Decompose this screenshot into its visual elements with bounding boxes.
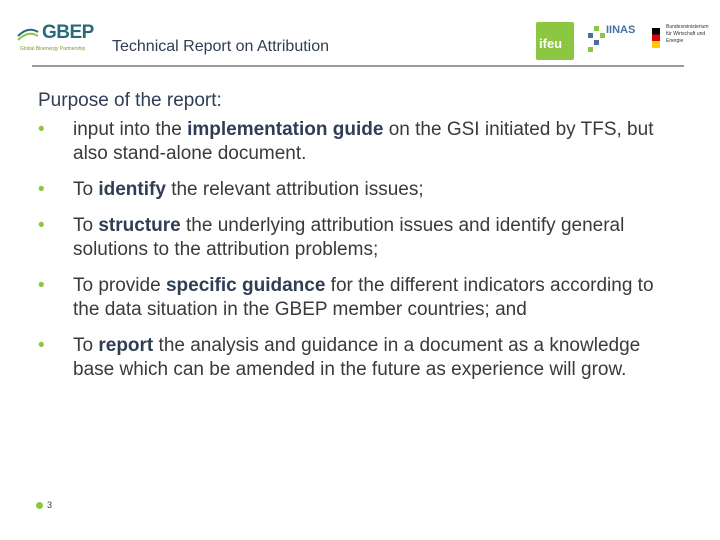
bullet-icon: • [38,335,45,356]
header-title: Technical Report on Attribution [112,38,330,55]
bullet-icon: • [38,215,45,236]
page-dot-icon [36,502,43,509]
bmwi-logo [650,22,710,60]
iinas-grid-icon [584,26,606,56]
page-number-text: 3 [47,500,53,510]
bmwi-logo-text: Bundesministerium für Wirtschaft und Energie [666,24,709,44]
gbep-logo [16,22,96,54]
bullet-icon: • [38,119,45,140]
list-item: • input into the implementation guide on the GSI initiated by TFS, but also stand-alone document. [38,119,654,164]
gbep-swirl-icon [16,22,40,44]
german-flag-icon [652,28,660,48]
list-item: • To report the analysis and guidance in a document as a knowledge base which can be amended in the future as experience will grow. [38,335,641,380]
header-divider [32,65,684,67]
page-number [36,500,52,510]
bullet-icon: • [38,275,45,296]
bullet-icon: • [38,179,45,200]
slide-heading: Purpose of the report: [38,90,222,111]
gbep-logo-text: GBEP [42,22,94,43]
slide-header [0,0,720,68]
bullet-list [38,118,678,382]
ifeu-logo-text: ifeu [539,36,563,51]
iinas-logo-text: IINAS [606,24,636,36]
iinas-logo [584,22,646,60]
list-item: • To structure the underlying attribution issues and identify general solutions to the attribution problems; [38,215,625,260]
list-item: • To provide specific guidance for the different indicators according to the data situation in the GBEP member countries; and [38,275,654,320]
list-item: • To identify the relevant attribution issues; [38,179,424,200]
slide-content [38,90,678,394]
gbep-logo-subtitle: Global Bioenergy Partnership [20,46,86,52]
ifeu-logo [536,22,574,60]
